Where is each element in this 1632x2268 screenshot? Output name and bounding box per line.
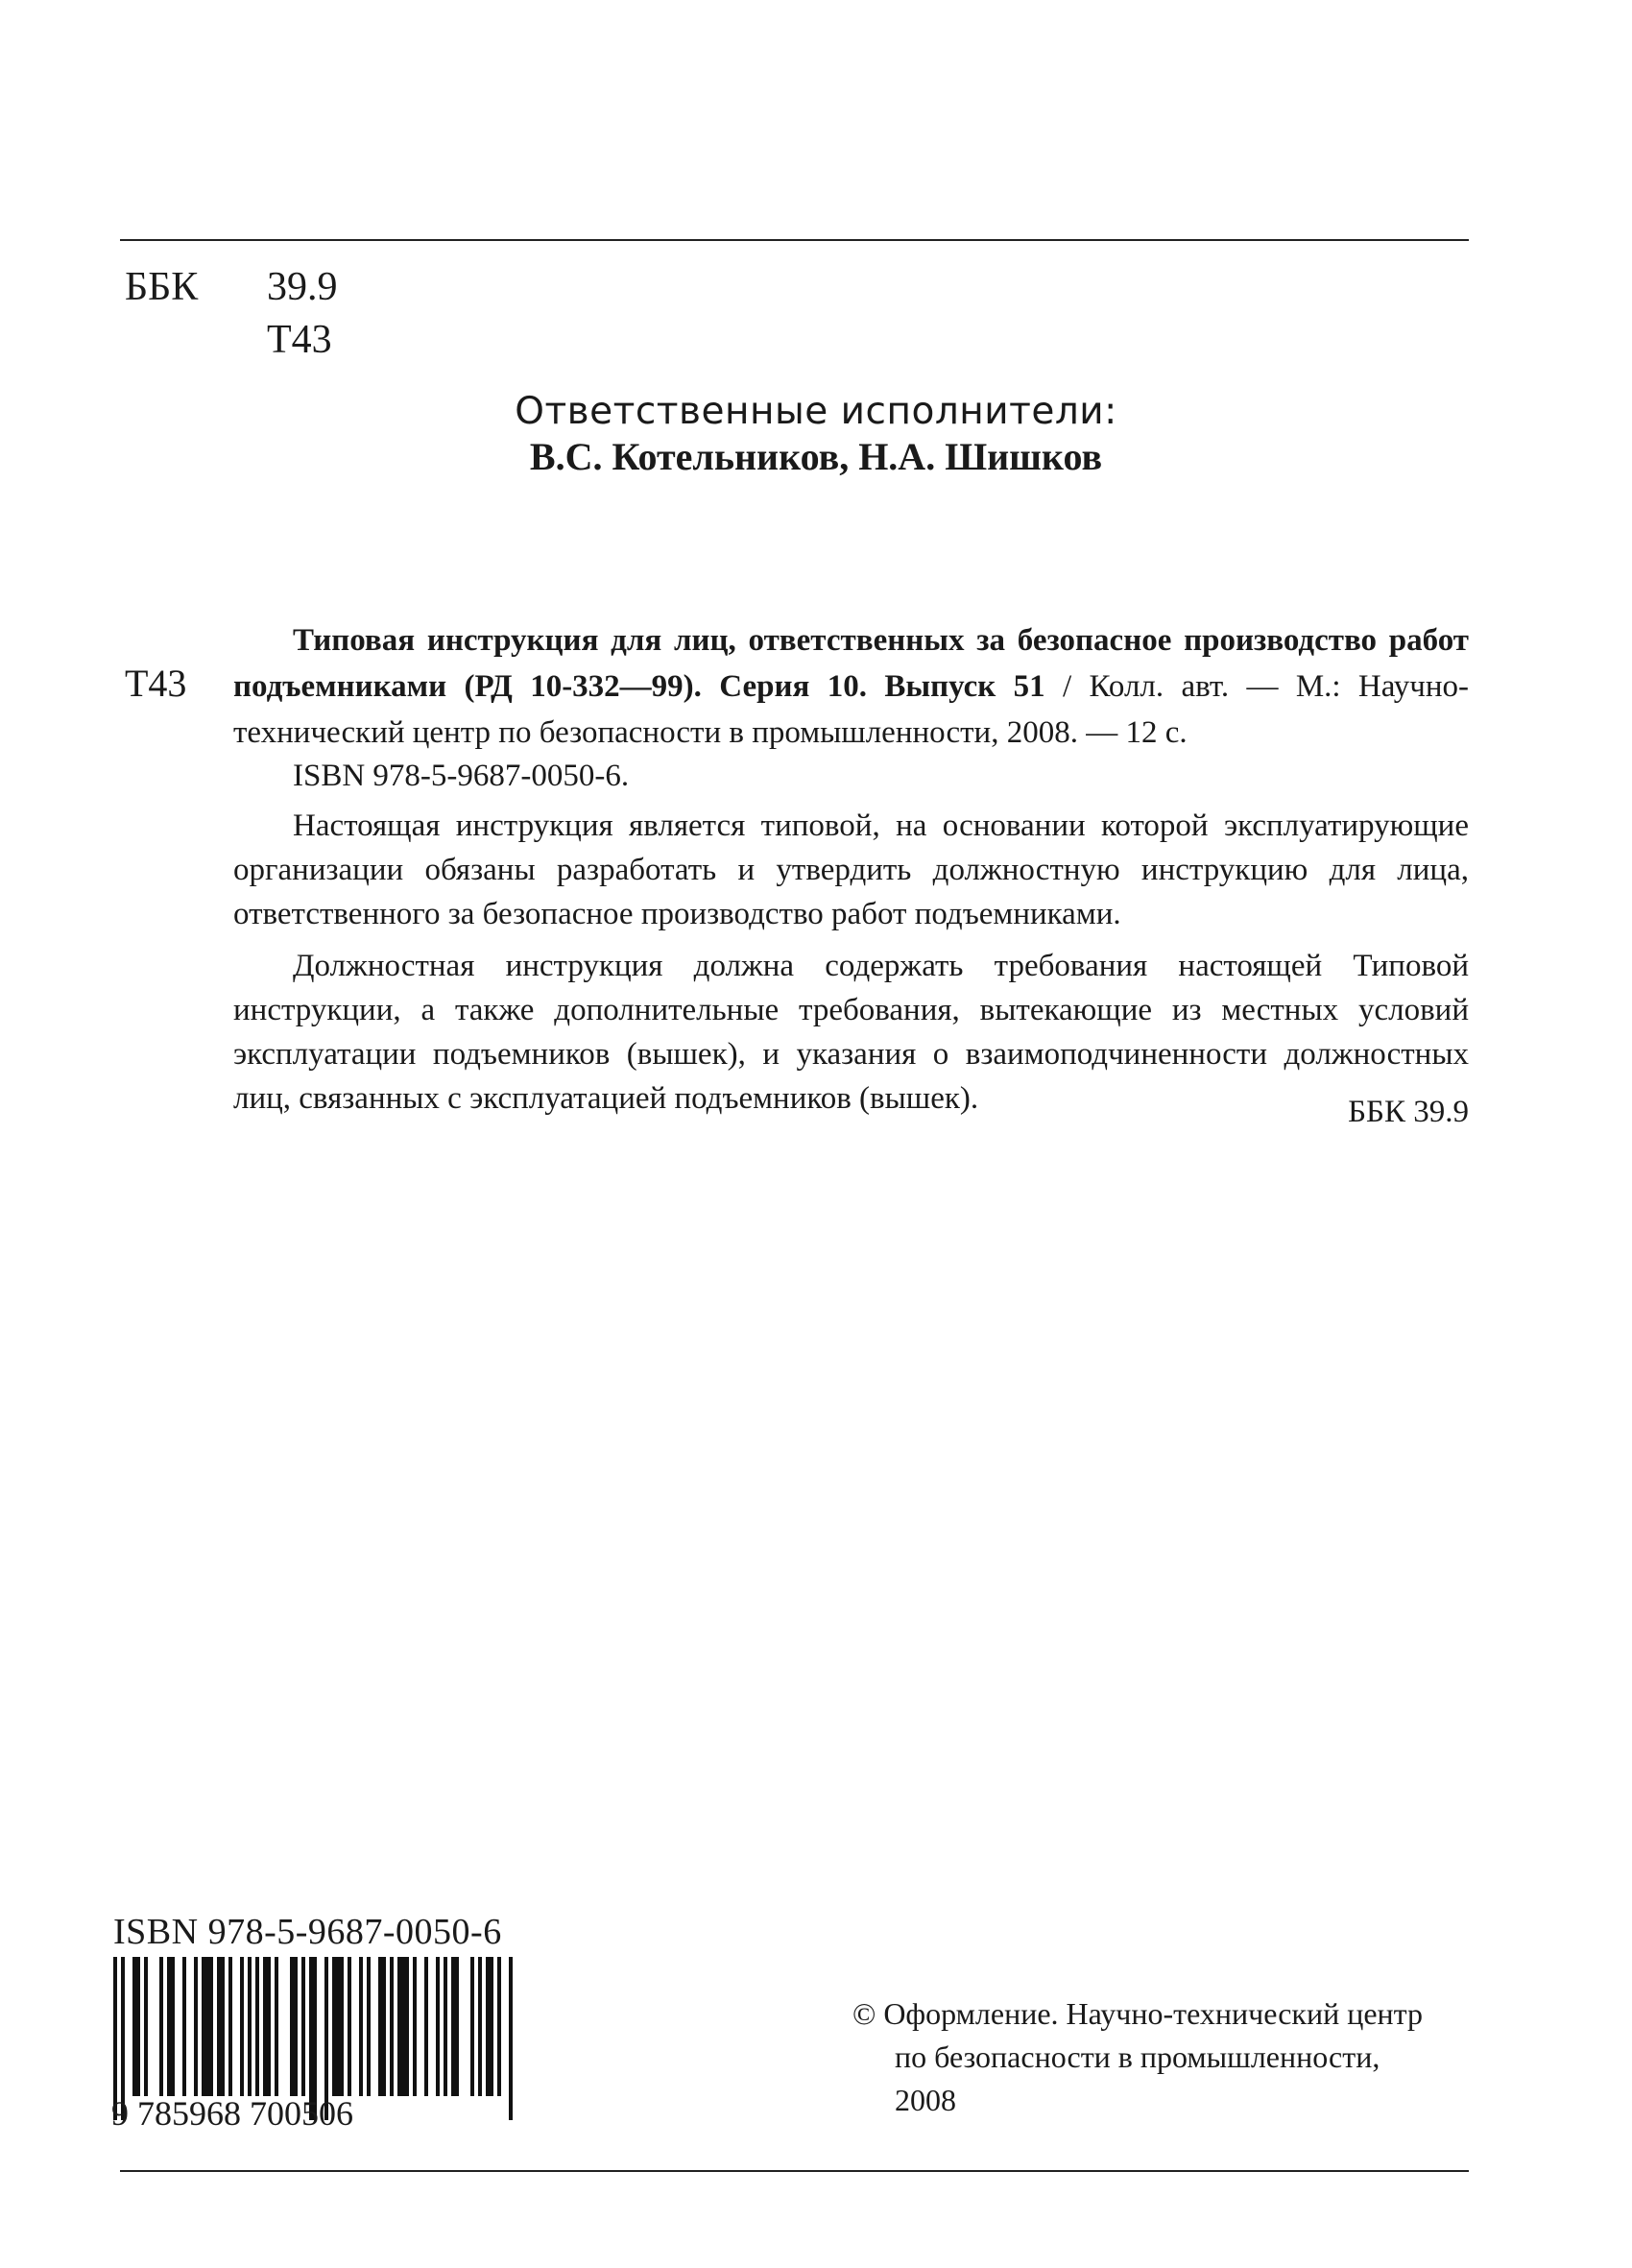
barcode-bar	[248, 1957, 252, 2096]
bbk-index: ББК 39.9	[1348, 1095, 1469, 1129]
barcode-bar	[255, 1957, 259, 2096]
barcode-bar	[159, 1957, 163, 2096]
barcode-bar	[413, 1957, 417, 2096]
copyright	[852, 1992, 1423, 2122]
barcode-bar	[194, 1957, 198, 2096]
description-rest: / Колл. авт. — М.: Научно-технический центр по безопасности в промышленности, 2008. — 12 с.	[233, 669, 1469, 750]
copyright-line: © Оформление. Научно-технический центр	[852, 1996, 1424, 2031]
abstract	[233, 804, 1469, 1128]
barcode-bar	[470, 1957, 474, 2096]
barcode-bar	[217, 1957, 225, 2096]
barcode-bar	[240, 1957, 244, 2096]
top-rule	[120, 239, 1469, 241]
barcode-bar	[359, 1957, 363, 2096]
barcode-bar	[275, 1957, 278, 2096]
barcode-bar	[263, 1957, 271, 2096]
barcode-bar	[301, 1957, 305, 2096]
barcode-bar	[290, 1957, 298, 2096]
barcode-bar	[497, 1957, 501, 2096]
barcode-bar	[424, 1957, 428, 2096]
barcode-bar	[367, 1957, 371, 2096]
abstract-paragraph: Настоящая инструкция является типовой, на основании которой эксплуатирующие организации обязаны разработать и утвердить должностную инструкцию для лица, ответственного за безопасное производство работ подъемниками.	[233, 808, 1469, 931]
barcode-bar	[509, 1957, 513, 2120]
barcode-bar	[144, 1957, 148, 2096]
barcode-bar	[132, 1957, 140, 2096]
barcode-bar	[451, 1957, 459, 2096]
barcode-bar	[182, 1957, 186, 2096]
barcode-bar	[228, 1957, 232, 2096]
barcode-bar	[332, 1957, 344, 2096]
author-mark: Т43	[125, 662, 187, 705]
barcode-bar	[348, 1957, 351, 2096]
barcode-bar	[397, 1957, 409, 2096]
barcode-bar	[436, 1957, 440, 2096]
bottom-rule	[120, 2170, 1469, 2172]
barcode-digits: 9 785968 700506	[111, 2094, 353, 2133]
copyright-line: по безопасности в промышленности,	[895, 2039, 1380, 2074]
barcode-bar	[390, 1957, 394, 2096]
bbk-label: ББК	[125, 265, 199, 309]
executors-title: Ответственные исполнители:	[515, 390, 1117, 433]
bibliographic-description	[233, 617, 1469, 756]
description-title: Типовая инструкция для лиц, ответственных за безопасное производство работ подъемниками (РД 10-332—99). Серия 10. Выпуск 51	[233, 623, 1469, 704]
barcode-bar	[378, 1957, 386, 2096]
abstract-paragraph: Должностная инструкция должна содержать требования настоящей Типовой инструкции, а также дополнительные требования, вытекающие из местных условий эксплуатации подъемников (вышек), и указания о взаимоподчиненности должностных лиц, связанных с эксплуатацией подъемников (вышек).	[233, 949, 1469, 1116]
barcode-bar	[486, 1957, 493, 2096]
executors-names: В.С. Котельников, Н.А. Шишков	[529, 435, 1103, 478]
isbn-line: ISBN 978-5-9687-0050-6.	[293, 759, 630, 793]
bbk-code: 39.9	[267, 265, 338, 309]
author-code: Т43	[267, 318, 332, 362]
barcode-bar	[202, 1957, 213, 2096]
barcode-bar	[167, 1957, 175, 2096]
barcode-bar	[444, 1957, 447, 2096]
barcode-isbn: ISBN 978-5-9687-0050-6	[113, 1912, 502, 1952]
barcode-bar	[478, 1957, 482, 2096]
copyright-line: 2008	[895, 2083, 956, 2117]
